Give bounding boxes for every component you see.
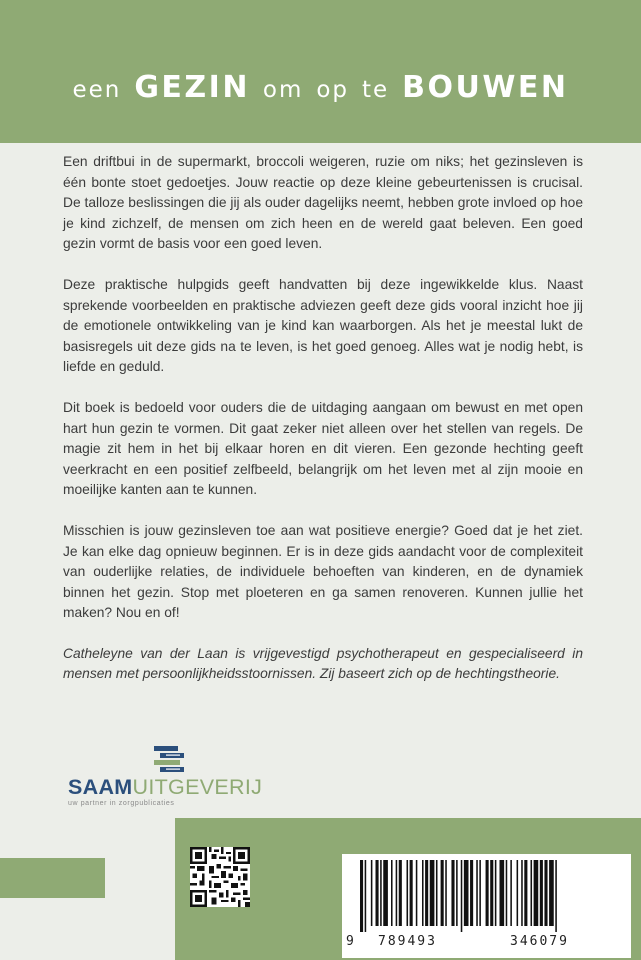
paragraph: Dit boek is bedoeld voor ouders die de uitdaging aangaan om bewust en met open hart hun gezin te vormen. Dit gaat zeker niet alleen over het stellen van regels. De magie zit hem in het bij elkaar horen en dit vieren. Een gezonde hechting geeft veerkracht en een positief zelfbeeld, belangrijk om het leven met al zijn mooie en moeilijke kanten aan te kunnen. xyxy=(63,399,583,498)
barcode-bar xyxy=(521,860,523,926)
barcode-bar xyxy=(540,860,543,926)
barcode-bar xyxy=(416,860,418,926)
barcode-bar xyxy=(500,860,505,926)
publisher-logo xyxy=(68,744,288,806)
barcode-bar xyxy=(371,860,373,926)
barcode-bar xyxy=(555,860,557,932)
barcode-bar xyxy=(486,860,489,926)
back-cover-text xyxy=(63,152,583,705)
barcode-bar xyxy=(544,860,547,926)
isbn-digit-group: 9 xyxy=(346,934,354,949)
barcode-bar xyxy=(549,860,554,926)
book-title xyxy=(0,70,641,105)
title-word: een xyxy=(72,77,122,103)
barcode-bar xyxy=(506,860,508,926)
barcode-bar xyxy=(461,860,463,932)
publisher-name-bold: SAAM xyxy=(68,775,133,799)
isbn-digit-group: 789493 xyxy=(378,934,437,949)
barcode-bar xyxy=(510,860,512,926)
book-stack-icon xyxy=(152,744,188,774)
barcode-bar xyxy=(451,860,454,926)
paragraph: Deze praktische hulpgids geeft handvatten bij deze ingewikkelde klus. Naast sprekende voorbeelden en praktische adviezen geeft deze gids vooral inzicht hoe jij de emotionele ontwikkeling van je kind kan waarborgen. Als het je meestal lukt de basisregels uit deze gids na te leven, is het goed genoeg. Alles wat je nodig hebt, is liefde en geduld. xyxy=(63,276,583,375)
title-word: om xyxy=(262,77,304,103)
barcode-bar xyxy=(534,860,539,926)
publisher-name-light: UITGEVERIJ xyxy=(132,775,263,799)
barcode-bars xyxy=(350,860,623,932)
barcode-bar xyxy=(376,860,379,926)
paragraph: Een driftbui in de supermarkt, broccoli weigeren, ruzie om niks; het gezinsleven is één bonte stoet gedoetjes. Jouw reactie op deze kleine gebeurtenissen is crucisal. De talloze beslissingen die jij als ouder dagelijks neemt, hebben grote invloed op hoe je kind zichzelf, de mensen om zich heen en de wereld gaat beleven. Een goed gezin vormt de basis voor een goed leven. xyxy=(63,154,583,252)
barcode-bar xyxy=(517,860,519,926)
title-word: op xyxy=(316,77,350,103)
publisher-tagline: uw partner in zorgpublicaties xyxy=(68,800,175,807)
barcode-bar xyxy=(399,860,402,926)
decorative-green-block xyxy=(0,858,105,898)
barcode-bar xyxy=(396,860,398,926)
barcode-bar xyxy=(470,860,473,926)
barcode-bar xyxy=(422,860,424,926)
title-word: te xyxy=(361,77,390,103)
barcode-bar xyxy=(360,860,363,932)
paragraph: Misschien is jouw gezinsleven toe aan wat positieve energie? Goed dat je het ziet. Je kan elke dag opnieuw beginnen. Er is in deze gids aandacht voor de complexiteit van ouderlijke relaties, de individuele behoeften van kinderen, en de dynamiek binnen het gezin. Stop met ploeteren en ga samen renoveren. Kunnen jullie het maken? Nou en of! xyxy=(63,522,583,621)
qr-code-icon xyxy=(190,847,250,907)
isbn-digit-group: 346079 xyxy=(510,934,569,949)
barcode-bar xyxy=(380,860,382,926)
barcode-bar xyxy=(476,860,478,926)
barcode-bar xyxy=(436,860,438,926)
publisher-name xyxy=(68,775,262,800)
barcode-bar xyxy=(365,860,367,932)
barcode-bar xyxy=(464,860,469,926)
barcode-bar xyxy=(430,860,435,926)
barcode-bar xyxy=(531,860,533,926)
barcode-bar xyxy=(410,860,413,926)
barcode-bar xyxy=(407,860,409,926)
barcode-bar xyxy=(479,860,481,926)
barcode-bar xyxy=(391,860,393,926)
barcode-bar xyxy=(495,860,497,926)
title-word: BOUWEN xyxy=(402,70,569,105)
barcode-bar xyxy=(456,860,458,926)
author-bio: Catheleyne van der Laan is vrijgevestigd psychotherapeut en gespecialiseerd in mensen met persoonlijkheidsstoornissen. Zij baseert zich op de hechtingstheorie. xyxy=(63,645,583,682)
barcode-bar xyxy=(490,860,493,926)
barcode-bar xyxy=(445,860,447,926)
barcode-bar xyxy=(524,860,527,926)
isbn-barcode xyxy=(342,854,631,958)
barcode-bar xyxy=(383,860,388,926)
barcode-bar xyxy=(425,860,428,926)
barcode-bar xyxy=(441,860,444,926)
title-word: GEZIN xyxy=(134,70,250,105)
